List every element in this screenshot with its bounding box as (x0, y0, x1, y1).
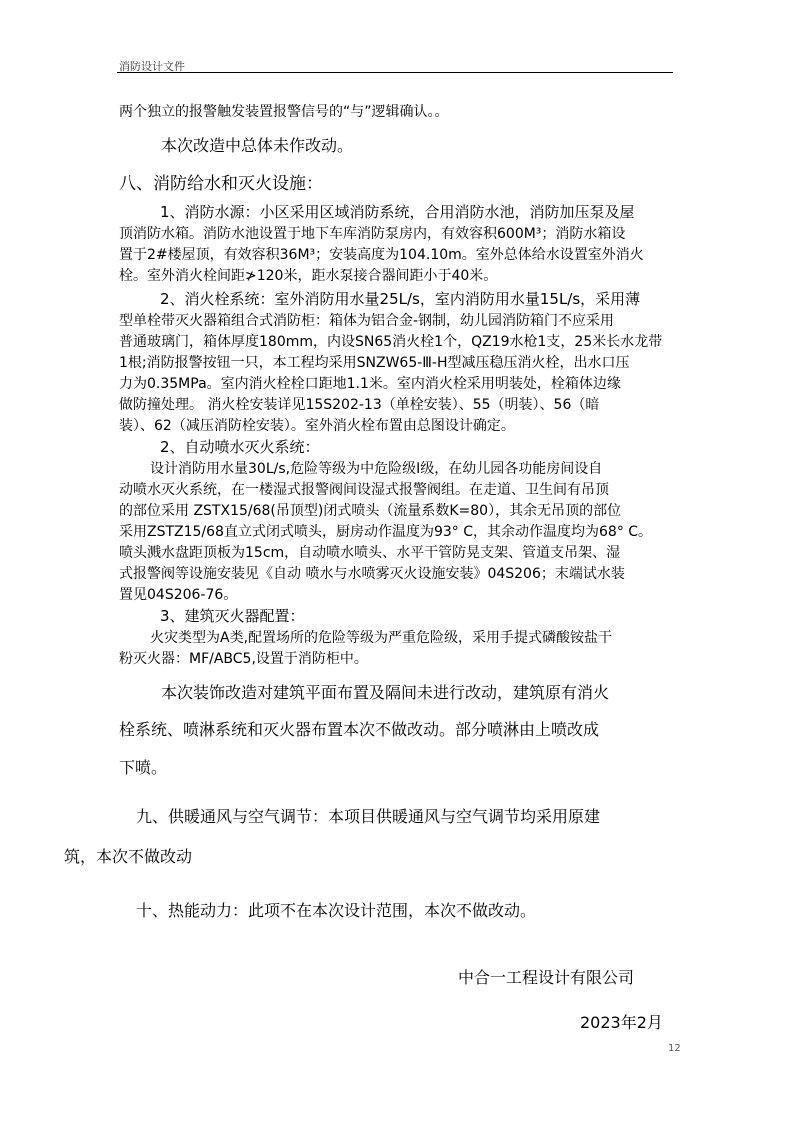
body-line: 火灾类型为A类,配置场所的危险等级为严重危险级，采用手提式磷酸铵盐干 (150, 630, 613, 646)
subsection-heading: 3、建筑灭火器配置： (160, 607, 305, 625)
body-line: 1根;消防报警按钮一只，本工程均采用SNZW65-Ⅲ-H型减压稳压消火栓，出水口压 (119, 355, 630, 371)
page-number: 12 (668, 1043, 681, 1054)
body-line: 下喷。 (119, 758, 168, 777)
header-title: 消防设计文件 (119, 60, 185, 73)
body-line: 设计消防用水量30L/s,危险等级为中危险级Ⅰ级，在幼儿园各功能房间设自 (150, 461, 603, 477)
body-line: 动喷水灭火系统，在一楼湿式报警阀间设湿式报警阀组。在走道、卫生间有吊顶 (119, 482, 609, 498)
date: 2023年2月 (580, 1013, 663, 1032)
body-line: 两个独立的报警触发装置报警信号的“与”逻辑确认。。 (119, 104, 449, 120)
body-line: 置见04S206-76。 (119, 587, 238, 603)
body-line: 粉灭火器：MF/ABC5,设置于消防柜中。 (119, 651, 368, 667)
body-line: 栓。室外消火栓间距≯120米，距水泵接合器间距小于40米。 (119, 268, 498, 284)
body-line: 普通玻璃门，箱体厚度180mm，内设SN65消火栓1个，QZ19水枪1支，25米长水龙带 (119, 334, 663, 350)
body-line: 采用ZSTZ15/68直立式闭式喷头，厨房动作温度为93° C，其余动作温度均为68° C。 (119, 524, 653, 540)
subsection-heading: 2、消火栓系统：室外消防用水量25L/s，室内消防用水量15L/s，采用薄 (160, 290, 641, 308)
subsection-heading: 2、自动喷水灭火系统： (160, 438, 320, 456)
section-heading: 九、供暖通风与空气调节：本项目供暖通风与空气调节均采用原建 (136, 807, 601, 826)
body-line: 型单栓带灭火器箱组合式消防柜：箱体为铝合金-钢制，幼儿园消防箱门不应采用 (119, 313, 615, 329)
body-line: 装）、62（减压消防栓安装）。室外消火栓布置由总图设计确定。 (119, 418, 515, 434)
body-line: 置于2#楼屋顶，有效容积36M³；安装高度为104.10m。室外总体给水设置室外消火 (119, 247, 644, 263)
section-heading: 十、热能动力：此项不在本次设计范围，本次不做改动。 (136, 901, 537, 920)
company-name: 中合一工程设计有限公司 (458, 968, 635, 987)
body-line: 本次装饰改造对建筑平面布置及隔间未进行改动，建筑原有消火 (161, 683, 610, 702)
body-line: 本次改造中总体未作改动。 (161, 136, 354, 155)
body-line: 做防撞处理。 消火栓安装详见15S202-13（单栓安装）、55（明装）、56（暗 (119, 397, 600, 413)
header-rule (117, 72, 673, 73)
body-line: 的部位采用 ZSTX15/68(吊顶型)闭式喷头（流量系数K=80），其余无吊顶的部位 (119, 503, 622, 519)
body-line: 栓系统、喷淋系统和灭火器布置本次不做改动。部分喷淋由上喷改成 (119, 720, 600, 739)
body-line: 筑，本次不做改动 (64, 847, 193, 866)
body-line: 顶消防水箱。消防水池设置于地下车库消防泵房内，有效容积600M³；消防水箱设 (119, 226, 626, 242)
body-line: 力为0.35MPa。室内消火栓栓口距地1.1米。室内消火栓采用明装处，栓箱体边缘 (119, 376, 621, 392)
body-line: 式报警阀等设施安装见《自动 喷水与水喷雾灭火设施安装》04S206；末端试水装 (119, 566, 625, 582)
body-line: 喷头溅水盘距顶板为15cm，自动喷水喷头、水平干管防晃支架、管道支吊架、湿 (119, 545, 621, 561)
subsection-heading: 1、消防水源：小区采用区域消防系统，合用消防水池，消防加压泵及屋 (160, 203, 635, 221)
section-heading: 八、消防给水和灭火设施： (119, 174, 323, 194)
